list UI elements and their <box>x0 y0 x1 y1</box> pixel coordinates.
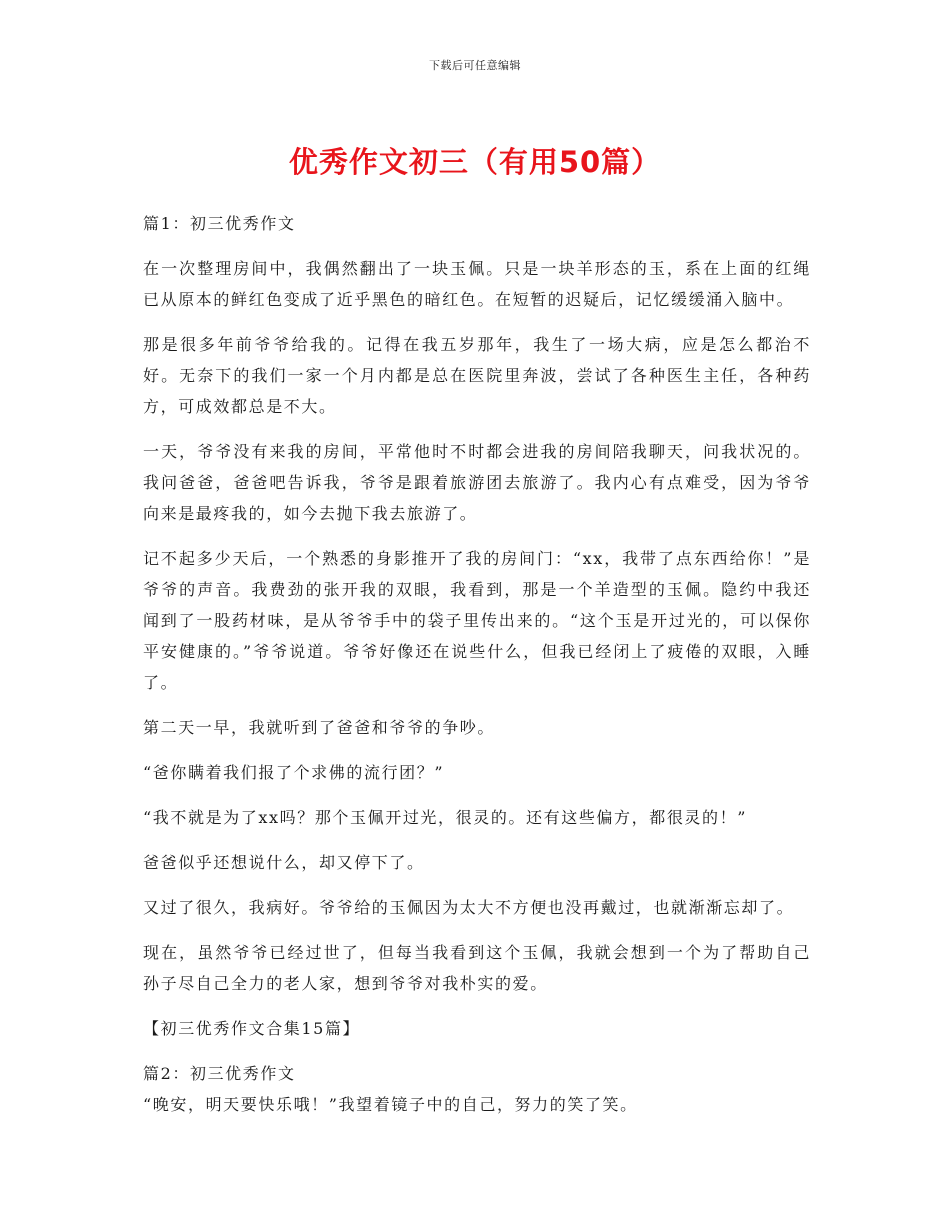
body-paragraph: 记不起多少天后，一个熟悉的身影推开了我的房间门：“xx，我带了点东西给你！”是爷爷的声音。我费劲的张开我的双眼，我看到，那是一个羊造型的玉佩。隐约中我还闻到了一股药材味，是从爷爷手中的袋子里传出来的。“这个玉是开过光的，可以保你平安健康的。”爷爷说道。爷爷好像还在说些什么，但我已经闭上了疲倦的双眼，入睡了。 <box>143 549 811 692</box>
body-paragraph: 那是很多年前爷爷给我的。记得在我五岁那年，我生了一场大病，应是怎么都治不好。无奈下的我们一家一个月内都是总在医院里奔波，尝试了各种医生主任，各种药方，可成效都总是不大。 <box>143 335 811 416</box>
section-heading: 篇2：初三优秀作文 <box>143 1064 296 1083</box>
body-paragraph: “我不就是为了xx吗？那个玉佩开过光，很灵的。还有这些偏方，都很灵的！” <box>143 808 748 827</box>
header-note: 下载后可任意编辑 <box>429 59 521 72</box>
body-paragraph: 又过了很久，我病好。爷爷给的玉佩因为太大不方便也没再戴过，也就渐渐忘却了。 <box>143 898 795 917</box>
section-heading: 篇1：初三优秀作文 <box>143 214 296 233</box>
body-paragraph: 一天，爷爷没有来我的房间，平常他时不时都会进我的房间陪我聊天，问我状况的。我问爸爸，爸爸吧告诉我，爷爷是跟着旅游团去旅游了。我内心有点难受，因为爷爷向来是最疼我的，如今去抛下我去旅游了。 <box>143 442 811 523</box>
document-title: 优秀作文初三（有用50篇） <box>288 145 662 179</box>
body-paragraph: 现在，虽然爷爷已经过世了，但每当我看到这个玉佩，我就会想到一个为了帮助自己孙子尽自己全力的老人家，想到爷爷对我朴实的爱。 <box>143 943 811 993</box>
body-paragraph: 第二天一早，我就听到了爸爸和爷爷的争吵。 <box>143 718 496 737</box>
document-body <box>143 208 811 1134</box>
body-paragraph: “晚安，明天要快乐哦！”我望着镜子中的自己，努力的笑了笑。 <box>143 1095 638 1114</box>
collection-heading: 【初三优秀作文合集15篇】 <box>143 1019 361 1038</box>
body-paragraph: “爸你瞒着我们报了个求佛的流行团？” <box>143 763 445 782</box>
body-paragraph: 在一次整理房间中，我偶然翻出了一块玉佩。只是一块羊形态的玉，系在上面的红绳已从原本的鲜红色变成了近乎黑色的暗红色。在短暂的迟疑后，记忆缓缓涌入脑中。 <box>143 259 811 309</box>
body-paragraph: 爸爸似乎还想说什么，却又停下了。 <box>143 853 425 872</box>
